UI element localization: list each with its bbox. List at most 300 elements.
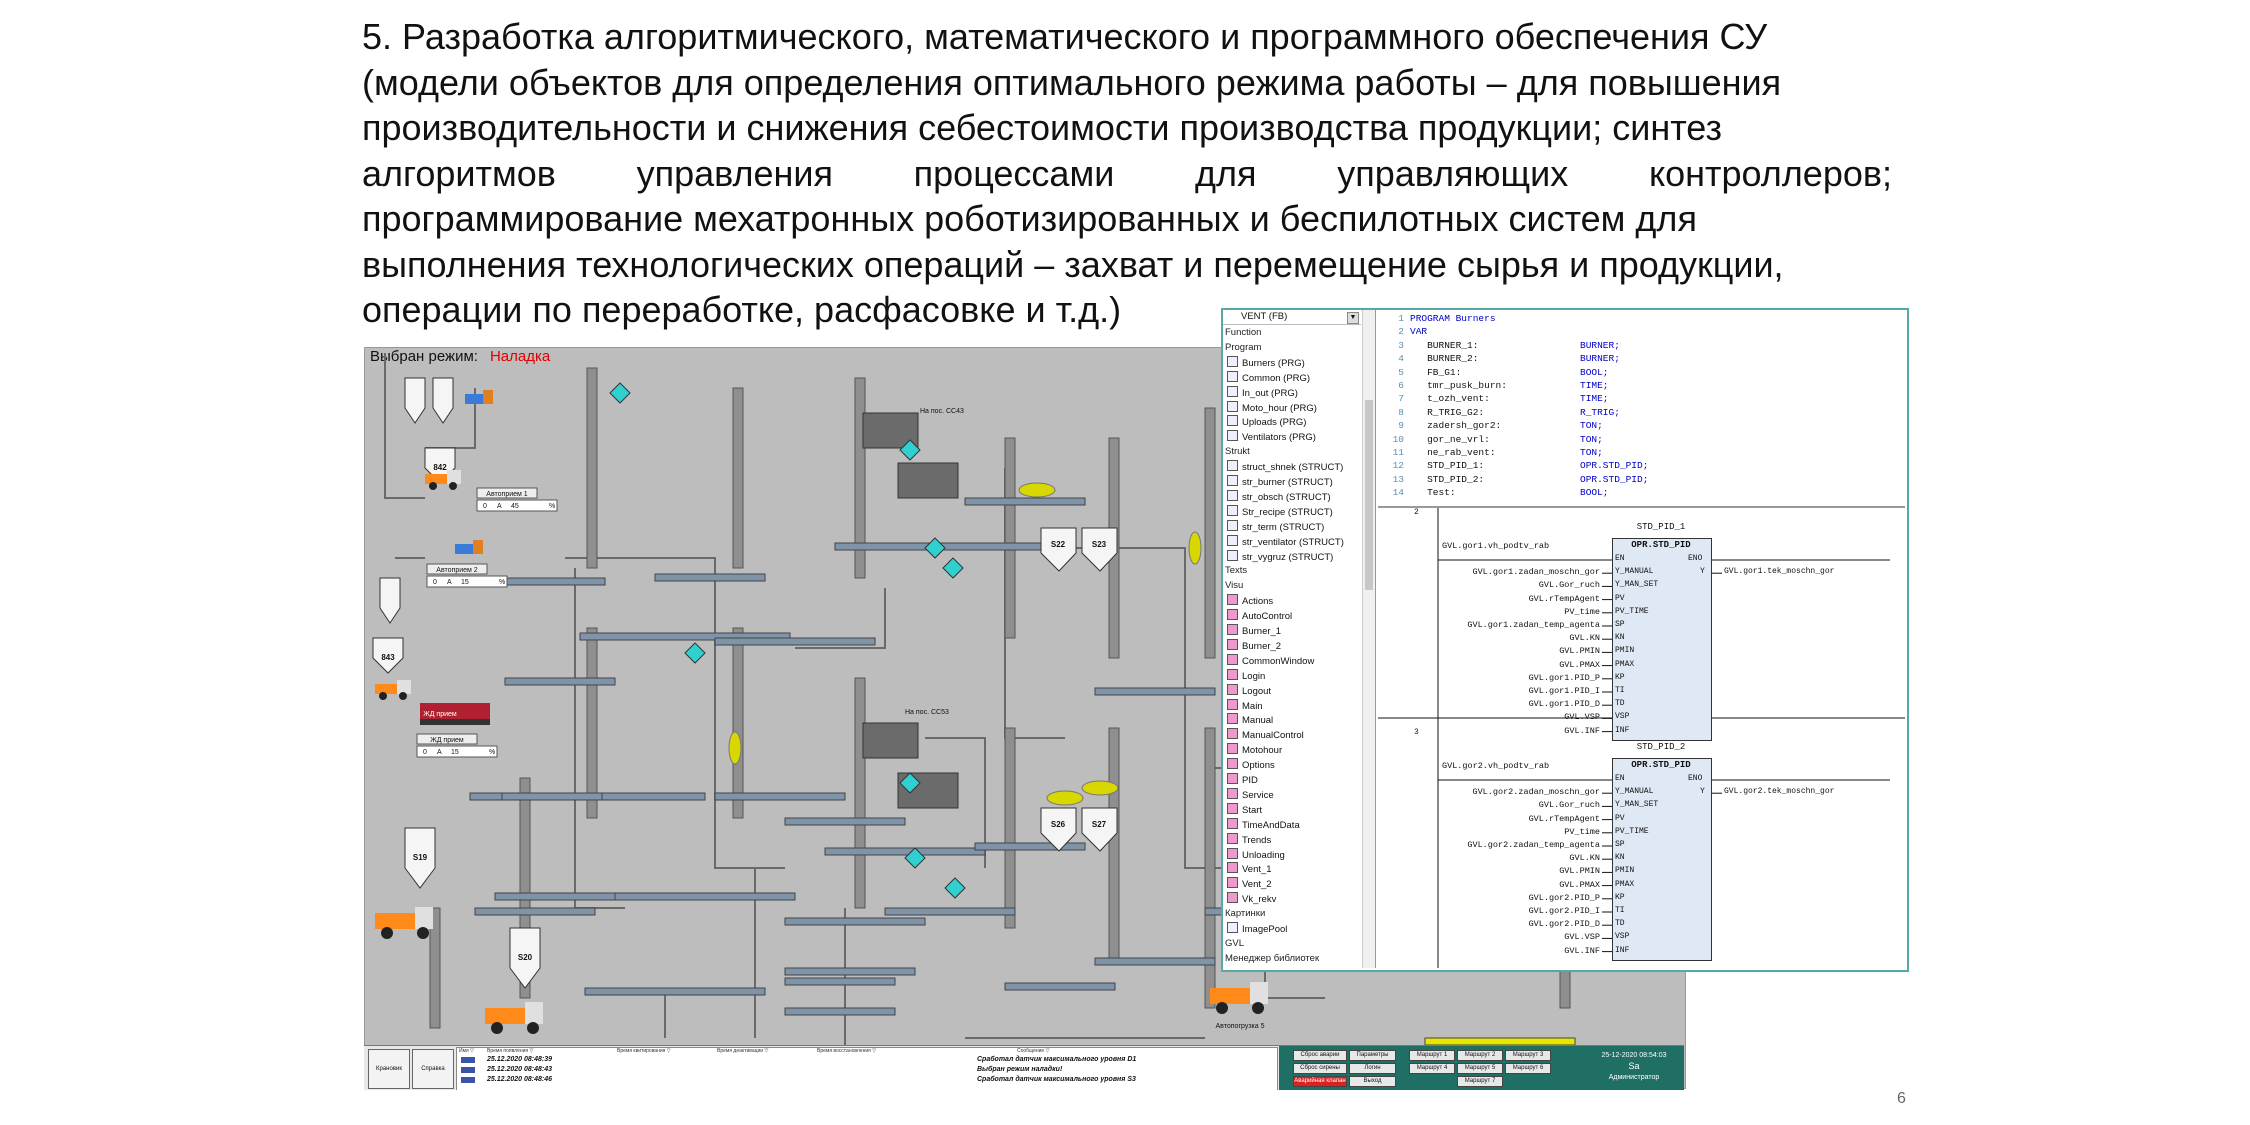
bin-label: S27 — [1091, 820, 1107, 829]
project-tree[interactable] — [1223, 310, 1376, 968]
loader-name: ЖД прием — [430, 737, 464, 744]
fb-input-pin: KP — [1615, 672, 1625, 682]
visualization-icon — [1227, 728, 1238, 739]
code-type: BOOL; — [1580, 366, 1609, 378]
loader-unit: А — [497, 503, 502, 510]
tree-item-label: Vent_1 — [1242, 864, 1272, 876]
tree-item-label: AutoControl — [1242, 611, 1293, 623]
tree-item-label: Burners (PRG) — [1242, 357, 1305, 369]
visualization-icon — [1227, 818, 1238, 829]
code-type: TON; — [1580, 420, 1603, 432]
bin-label: S22 — [1050, 540, 1066, 549]
tree-item-label: Options — [1242, 760, 1275, 772]
log-header[interactable]: Время появления ▽ — [487, 1048, 534, 1054]
line-number: 13 — [1392, 473, 1404, 485]
tree-item[interactable] — [1227, 922, 1287, 937]
tree-item[interactable] — [1225, 579, 1243, 594]
codesys-ide-window — [1221, 308, 1909, 972]
visualization-icon — [1227, 848, 1238, 859]
fb-input-pin: EN — [1615, 774, 1625, 783]
tree-scrollbar[interactable] — [1362, 310, 1375, 968]
line-number: 11 — [1392, 447, 1404, 458]
line-number: 1 — [1398, 313, 1404, 324]
login-button[interactable]: Логин — [1349, 1063, 1396, 1074]
code-identifier: t_ozh_vent: — [1410, 393, 1490, 405]
code-line — [1378, 459, 1648, 472]
code-line — [1378, 486, 1609, 499]
fb-input-variable: GVL.gor2.PID_P — [1528, 892, 1600, 903]
fb-input-pin: PV — [1615, 813, 1625, 823]
loader-pct: % — [499, 579, 506, 586]
visualization-icon — [1227, 833, 1238, 844]
fb-input-variable: GVL.gor1.PID_P — [1528, 672, 1600, 683]
tree-item[interactable] — [1227, 639, 1281, 654]
fb-input-variable: GVL.gor1.zadan_temp_agenta — [1467, 620, 1600, 630]
unload-label: Автопогрузка 5 — [1215, 1023, 1265, 1030]
tree-item[interactable] — [1227, 371, 1310, 386]
line-number: 9 — [1398, 420, 1404, 432]
tree-item[interactable] — [1227, 818, 1300, 833]
loader-value: 45 — [511, 503, 519, 510]
tree-item[interactable] — [1227, 386, 1298, 401]
code-type: OPR.STD_PID; — [1580, 473, 1649, 485]
tree-item-label: str_obsch (STRUCT) — [1242, 491, 1331, 503]
bin-label: 843 — [381, 653, 395, 662]
alarm-badge — [461, 1057, 475, 1063]
fb-input-pin: KN — [1615, 633, 1625, 643]
line-number: 7 — [1398, 393, 1404, 405]
fb-input-variable: GVL.VSP — [1564, 932, 1600, 943]
visualization-icon — [1227, 594, 1238, 605]
enable-variable: GVL.gor1.vh_podtv_rab — [1442, 541, 1550, 551]
heading-line: программирование мехатронных роботизированных и беспилотных систем для — [362, 198, 1697, 239]
pou-icon — [1227, 490, 1238, 501]
visualization-icon — [1227, 699, 1238, 710]
fb-input-pin: PMAX — [1615, 879, 1635, 889]
fb-input-variable: GVL.rTempAgent — [1528, 813, 1600, 824]
tree-item-label: Visu — [1225, 580, 1244, 592]
tree-item[interactable] — [1227, 430, 1316, 445]
page-number: 6 — [1897, 1090, 1906, 1107]
fb-input-variable: GVL.gor1.PID_I — [1528, 686, 1600, 696]
alarm-log-table[interactable] — [456, 1047, 1278, 1090]
warehouse-label: На пос. СС43 — [920, 408, 964, 415]
code-line — [1378, 352, 1620, 365]
code-type: TON; — [1580, 447, 1603, 458]
tree-item-label: str_term (STRUCT) — [1242, 521, 1325, 533]
fb-input-pin: Y_MANUAL — [1615, 787, 1654, 797]
pou-dropdown[interactable] — [1223, 310, 1361, 325]
tree-item-label: str_vygruz (STRUCT) — [1242, 551, 1334, 563]
slide-heading — [362, 14, 1892, 333]
visualization-icon — [1227, 892, 1238, 903]
log-header[interactable]: Сообщение ▽ — [1017, 1048, 1050, 1054]
log-time: 25.12.2020 08:48:43 — [487, 1066, 552, 1073]
fb-input-variable: PV_time — [1564, 826, 1600, 837]
line-number: 5 — [1398, 366, 1404, 378]
fb-input-variable: GVL.PMIN — [1559, 866, 1600, 877]
reset-alarm-button[interactable]: Сброс аварии — [1293, 1050, 1347, 1061]
fb-input-variable: GVL.VSP — [1564, 712, 1600, 723]
tree-item-label: str_burner (STRUCT) — [1242, 477, 1333, 488]
code-type: R_TRIG; — [1580, 406, 1620, 418]
rail-label: ЖД прием — [423, 711, 457, 718]
tree-item-label: Main — [1242, 700, 1263, 712]
pou-icon — [1227, 550, 1238, 561]
visualization-icon — [1227, 624, 1238, 635]
log-row[interactable] — [457, 1066, 1277, 1074]
tree-item-label: Logout — [1242, 685, 1272, 697]
fb-type: OPR.STD_PID — [1631, 760, 1691, 770]
tree-item-label: Vent_2 — [1242, 879, 1272, 891]
fb-input-pin: Y_MANUAL — [1615, 567, 1654, 577]
fb-input-pin: SP — [1615, 840, 1625, 849]
fb-input-pin: Y_MAN_SET — [1615, 580, 1659, 590]
tree-item-label: Login — [1242, 670, 1266, 682]
tree-item-label: Менеджер библиотек — [1225, 952, 1320, 964]
fb-input-variable: GVL.PMAX — [1559, 879, 1600, 890]
visualization-icon — [1227, 788, 1238, 799]
pou-dropdown-value: VENT (FB) — [1241, 311, 1288, 322]
tree-item-label: TimeAndData — [1242, 819, 1300, 831]
fb-input-variable: GVL.PMAX — [1559, 659, 1600, 670]
code-line — [1378, 473, 1648, 486]
tree-item[interactable] — [1227, 415, 1306, 430]
fb-input-variable: GVL.gor2.zadan_temp_agenta — [1467, 840, 1600, 850]
tree-item[interactable] — [1227, 594, 1273, 609]
fb-input-pin: PMAX — [1615, 659, 1635, 669]
heading-line: 5. Разработка алгоритмического, математического и программного обеспечения СУ — [362, 16, 1768, 57]
fb-output-variable: GVL.gor1.tek_moschn_gor — [1724, 567, 1835, 577]
code-line — [1378, 325, 1427, 338]
dryer-units — [863, 413, 958, 808]
fb-input-pin: TI — [1615, 906, 1625, 915]
route-button[interactable]: Маршрут 2 — [1457, 1050, 1503, 1061]
help-button[interactable]: Справка — [412, 1049, 454, 1089]
code-line — [1378, 392, 1609, 405]
loader-panels — [417, 408, 1265, 1030]
tree-item-label: struct_shnek (STRUCT) — [1242, 462, 1344, 474]
fb-input-pin: VSP — [1615, 932, 1630, 942]
line-number: 2 — [1398, 326, 1404, 338]
fb-input-variable: GVL.gor2.PID_I — [1528, 906, 1600, 916]
chevron-down-icon[interactable]: ▼ — [1347, 312, 1359, 324]
clock-panel — [1589, 1050, 1679, 1083]
tree-item[interactable] — [1227, 877, 1272, 892]
tree-item[interactable] — [1227, 788, 1274, 803]
alarm-badge — [461, 1067, 475, 1073]
tree-item-label: Vk_rekv — [1242, 894, 1277, 906]
tree-item[interactable] — [1227, 713, 1273, 728]
fb-input-pin: TI — [1615, 686, 1625, 695]
enable-variable: GVL.gor2.vh_podtv_rab — [1442, 761, 1550, 771]
pou-icon — [1227, 430, 1238, 441]
tree-item[interactable] — [1225, 937, 1244, 952]
loader-unit: А — [437, 749, 442, 756]
tree-item[interactable] — [1225, 341, 1261, 356]
tree-item-label: Uploads (PRG) — [1242, 417, 1307, 429]
fb-input-pin: VSP — [1615, 712, 1630, 722]
tree-item[interactable] — [1227, 475, 1333, 490]
route-button[interactable]: Маршрут 1 — [1409, 1050, 1455, 1061]
tree-item[interactable] — [1227, 356, 1305, 371]
tree-item[interactable] — [1225, 445, 1250, 460]
warehouse-label: На пос. СС53 — [905, 709, 949, 716]
heading-line: выполнения технологических операций – захват и перемещение сырья и продукции, — [362, 243, 1784, 285]
loader-unit: А — [447, 579, 452, 586]
fb-input-variable: GVL.gor1.zadan_moschn_gor — [1472, 567, 1600, 578]
route-button[interactable]: Маршрут 4 — [1409, 1063, 1455, 1074]
code-type: BURNER; — [1580, 339, 1620, 351]
tree-item[interactable] — [1227, 758, 1275, 773]
pou-icon — [1227, 475, 1238, 486]
tree-item-label: Start — [1242, 804, 1263, 816]
visualization-icon — [1227, 877, 1238, 888]
loader-count: 0 — [433, 579, 437, 586]
tree-item-label: Texts — [1225, 565, 1248, 577]
code-type: BURNER; — [1580, 353, 1620, 365]
tree-item[interactable] — [1227, 505, 1333, 520]
bin-label: S26 — [1050, 820, 1066, 829]
heading-line: алгоритмов управления процессами для управляющих контроллеров; — [362, 152, 1892, 194]
tree-item[interactable] — [1225, 326, 1261, 341]
parameters-button[interactable]: Параметры — [1349, 1050, 1396, 1061]
tree-item-label: Program — [1225, 341, 1262, 353]
log-time: 25.12.2020 08:48:46 — [487, 1076, 552, 1083]
declaration-editor[interactable] — [1378, 310, 1905, 508]
code-type: TIME; — [1580, 380, 1609, 391]
tree-item[interactable] — [1227, 743, 1282, 758]
fb-output-pin: Y — [1700, 567, 1705, 577]
alarm-badge — [461, 1077, 475, 1083]
loader-value: 15 — [451, 749, 459, 756]
tree-item[interactable] — [1227, 669, 1265, 684]
loader-pct: % — [549, 503, 556, 510]
pou-icon — [1227, 371, 1238, 382]
fb-input-pin: SP — [1615, 620, 1625, 629]
loader-count: 0 — [423, 749, 427, 756]
pou-icon — [1227, 535, 1238, 546]
pou-icon — [1227, 460, 1238, 471]
bin-label: S20 — [517, 953, 533, 962]
loader-value: 15 — [461, 579, 469, 586]
bin-label: S23 — [1091, 540, 1107, 549]
code-identifier: FB_G1: — [1410, 366, 1462, 378]
tree-item[interactable] — [1227, 609, 1292, 624]
scada-status-bar — [364, 1045, 1684, 1090]
tree-item[interactable] — [1227, 550, 1333, 565]
line-number: 14 — [1392, 487, 1404, 499]
tree-item[interactable] — [1227, 728, 1304, 743]
exit-button[interactable]: Выход — [1349, 1076, 1396, 1087]
code-identifier: BURNER_2: — [1410, 353, 1479, 365]
code-identifier: STD_PID_1: — [1410, 460, 1485, 472]
route-button[interactable]: Маршрут 3 — [1505, 1050, 1551, 1061]
fb-input-pin: PMIN — [1615, 646, 1635, 656]
tree-item[interactable] — [1225, 952, 1319, 967]
user-role: Администратор — [1608, 1074, 1660, 1081]
code-type: TON; — [1580, 433, 1603, 445]
fb-input-pin: EN — [1615, 554, 1625, 563]
tree-item-label: In_out (PRG) — [1242, 387, 1298, 399]
fb-input-pin: PMIN — [1615, 866, 1635, 876]
pou-icon — [1227, 415, 1238, 426]
code-identifier: PROGRAM Burners — [1410, 313, 1496, 324]
tree-item-label: ImagePool — [1242, 924, 1288, 935]
line-number: 6 — [1398, 380, 1404, 391]
code-identifier: VAR — [1410, 326, 1428, 338]
tree-item[interactable] — [1227, 773, 1258, 788]
code-type: BOOL; — [1580, 487, 1609, 499]
route-button[interactable]: Маршрут 7 — [1457, 1076, 1503, 1087]
tree-item-label: PID — [1242, 775, 1258, 786]
tree-item-label: Service — [1242, 789, 1274, 801]
visualization-icon — [1227, 669, 1238, 680]
scrollbar-thumb[interactable] — [1365, 400, 1373, 590]
log-header[interactable]: Имя ▽ — [459, 1048, 474, 1054]
tree-item[interactable] — [1227, 460, 1343, 475]
log-header[interactable]: Время квитирования ▽ — [617, 1048, 671, 1054]
tree-item-label: Burner_1 — [1242, 626, 1282, 637]
log-row[interactable] — [457, 1076, 1277, 1084]
code-identifier: gor_ne_vrl: — [1410, 433, 1490, 445]
fb-input-variable: GVL.Gor_ruch — [1538, 580, 1600, 591]
control-panel — [1279, 1046, 1684, 1090]
tree-item-label: str_ventilator (STRUCT) — [1242, 536, 1344, 548]
fb-output-pin: ENO — [1688, 554, 1703, 563]
tree-item-label: Common (PRG) — [1242, 372, 1311, 384]
pou-icon — [1227, 401, 1238, 412]
visualization-icon — [1227, 609, 1238, 620]
loader-name: Автоприем 2 — [436, 567, 478, 574]
line-number: 4 — [1398, 353, 1404, 365]
tree-item[interactable] — [1227, 699, 1263, 714]
fb-input-variable: GVL.PMIN — [1559, 646, 1600, 657]
clock-datetime: 25-12-2020 08:54:03 — [1601, 1052, 1667, 1059]
fb-input-pin: INF — [1615, 945, 1630, 955]
tree-item-label: Burner_2 — [1242, 640, 1282, 652]
tree-item-label: Strukt — [1225, 446, 1250, 458]
tree-item[interactable] — [1227, 654, 1314, 669]
log-header[interactable]: Время восстановления ▽ — [817, 1048, 877, 1054]
code-identifier: R_TRIG_G2: — [1410, 406, 1485, 418]
fb-input-variable: GVL.gor2.zadan_moschn_gor — [1472, 787, 1600, 798]
log-message: Сработал датчик максимального уровня S3 — [977, 1076, 1136, 1083]
tree-item[interactable] — [1227, 490, 1331, 505]
fb-input-pin: INF — [1615, 725, 1630, 735]
tree-item[interactable] — [1227, 624, 1281, 639]
line-number: 3 — [1398, 339, 1404, 351]
route-button[interactable]: Маршрут 5 — [1457, 1063, 1503, 1074]
pou-icon — [1227, 922, 1238, 933]
loader-pct: % — [489, 749, 496, 756]
line-number: 12 — [1392, 460, 1404, 472]
log-message: Выбран режим наладки! — [977, 1066, 1063, 1073]
tree-item[interactable] — [1227, 803, 1262, 818]
code-type: TIME; — [1580, 393, 1609, 405]
tree-item-label: Actions — [1242, 596, 1274, 608]
tree-item[interactable] — [1227, 833, 1271, 848]
tree-item-label: Ventilators (PRG) — [1242, 432, 1316, 444]
tree-item-label: Картинки — [1225, 908, 1266, 920]
code-line — [1378, 379, 1609, 392]
fb-input-pin: KP — [1615, 892, 1625, 902]
fb-input-pin: Y_MAN_SET — [1615, 800, 1659, 810]
log-header[interactable]: Время деактивации ▽ — [717, 1048, 769, 1054]
operator-button[interactable]: Крановик — [368, 1049, 410, 1089]
fb-output-pin: ENO — [1688, 774, 1703, 783]
visualization-icon — [1227, 743, 1238, 754]
fb-input-variable: PV_time — [1564, 606, 1600, 617]
code-identifier: BURNER_1: — [1410, 339, 1479, 351]
code-identifier: ne_rab_vent: — [1410, 447, 1496, 458]
tree-item[interactable] — [1225, 907, 1265, 922]
tree-item[interactable] — [1227, 892, 1276, 907]
fb-input-variable: GVL.rTempAgent — [1528, 593, 1600, 604]
tree-item-label: Unloading — [1242, 849, 1285, 861]
tree-item-label: Trends — [1242, 834, 1272, 846]
fb-input-pin: TD — [1615, 919, 1625, 929]
tree-item-label: Function — [1225, 327, 1262, 338]
tree-item[interactable] — [1227, 535, 1344, 550]
current-user: Sa — [1628, 1061, 1640, 1071]
code-type: OPR.STD_PID; — [1580, 460, 1649, 472]
fb-input-pin: PV — [1615, 593, 1625, 603]
bin-label: 842 — [433, 463, 447, 472]
log-time: 25.12.2020 08:48:39 — [487, 1056, 552, 1063]
code-identifier: tmr_pusk_burn: — [1410, 380, 1507, 391]
fb-input-pin: KN — [1615, 853, 1625, 863]
code-line — [1378, 406, 1620, 419]
tree-item-label: Moto_hour (PRG) — [1242, 402, 1317, 414]
code-line — [1378, 312, 1496, 325]
fb-input-variable: GVL.gor2.PID_D — [1528, 919, 1600, 930]
mode-value: Наладка — [489, 348, 551, 365]
bin-label: S19 — [412, 853, 428, 862]
fb-instance-name: STD_PID_1 — [1636, 522, 1686, 532]
visualization-icon — [1227, 684, 1238, 695]
code-identifier: STD_PID_2: — [1410, 473, 1485, 485]
pou-icon — [1227, 520, 1238, 531]
tree-item-label: Manual — [1242, 715, 1274, 727]
tree-item[interactable] — [1227, 401, 1317, 416]
fbd-editor[interactable] — [1378, 508, 1905, 968]
tree-item[interactable] — [1227, 520, 1324, 535]
tree-item[interactable] — [1225, 564, 1247, 579]
log-row[interactable] — [457, 1056, 1277, 1064]
fb-instance-name: STD_PID_2 — [1636, 742, 1686, 752]
emergency-valve-button[interactable]: Аварийная клапан — [1293, 1076, 1347, 1087]
mode-label: Выбран режим: — [370, 348, 478, 365]
fb-input-variable: GVL.Gor_ruch — [1538, 800, 1600, 811]
code-line — [1378, 366, 1609, 379]
tree-item[interactable] — [1227, 848, 1285, 863]
route-button[interactable]: Маршрут 6 — [1505, 1063, 1551, 1074]
reset-siren-button[interactable]: Сброс сирены — [1293, 1063, 1347, 1074]
fb-input-pin: PV_TIME — [1615, 606, 1649, 616]
tree-item[interactable] — [1227, 684, 1271, 699]
line-number: 10 — [1392, 433, 1404, 445]
code-line — [1378, 339, 1620, 352]
trucks — [375, 390, 1268, 1034]
fb-output-pin: Y — [1700, 787, 1705, 797]
tree-item[interactable] — [1227, 862, 1272, 877]
fb-output-variable: GVL.gor2.tek_moschn_gor — [1724, 787, 1835, 797]
pou-icon — [1227, 386, 1238, 397]
tree-item-label: CommonWindow — [1242, 655, 1315, 667]
visualization-icon — [1227, 713, 1238, 724]
fb-input-variable: GVL.KN — [1569, 633, 1600, 644]
